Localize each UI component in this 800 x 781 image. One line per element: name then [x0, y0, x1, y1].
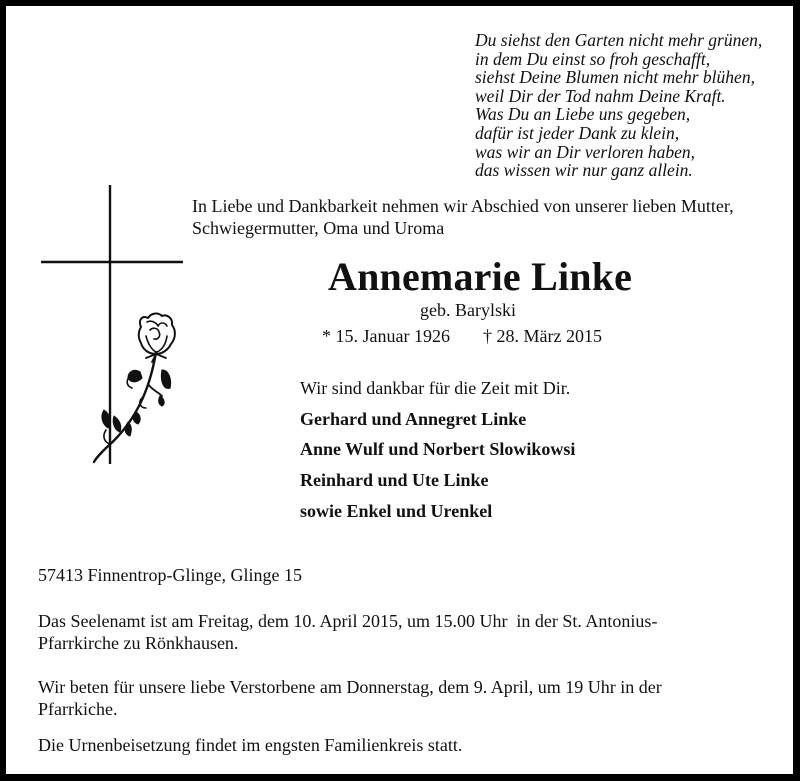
- poem-line: Du siehst den Garten nicht mehr grünen,: [475, 30, 763, 50]
- poem: [475, 31, 762, 180]
- birth-date: * 15. Januar 1926: [322, 326, 450, 346]
- requiem-info: [38, 611, 738, 654]
- poem-line: weil Dir der Tod nahm Deine Kraft.: [475, 85, 726, 106]
- poem-line: in dem Du einst so froh geschafft,: [475, 48, 711, 69]
- paragraph-line: Pfarrkirche zu Rönkhausen.: [38, 632, 239, 653]
- paragraph-line: Die Urnenbeisetzung findet im engsten Familienkreis statt.: [38, 735, 463, 755]
- death-date: † 28. März 2015: [482, 326, 602, 346]
- intro-line: Schwiegermutter, Oma und Uroma: [192, 217, 445, 238]
- poem-line: dafür ist jeder Dank zu klein,: [475, 122, 680, 143]
- cross-icon: [41, 185, 183, 464]
- family-member: Gerhard und Annegret Linke: [300, 408, 527, 429]
- paragraph-line: Pfarrkiche.: [38, 698, 118, 719]
- family-member: sowie Enkel und Urenkel: [300, 500, 493, 521]
- poem-line: das wissen wir nur ganz allein.: [475, 160, 693, 181]
- address: 57413 Finnentrop-Glinge, Glinge 15: [38, 565, 302, 585]
- deceased-name: Annemarie Linke: [328, 254, 633, 299]
- paragraph-line: Das Seelenamt ist am Freitag, dem 10. April 2015, um 15.00 Uhr in der St. Antonius-: [38, 611, 658, 631]
- prayer-info: [38, 677, 738, 720]
- family-block: [300, 373, 575, 527]
- poem-line: siehst Deine Blumen nicht mehr blühen,: [475, 67, 755, 88]
- poem-line: was wir an Dir verloren haben,: [475, 141, 696, 162]
- intro-line: In Liebe und Dankbarkeit nehmen wir Abschied von unserer lieben Mutter,: [192, 196, 734, 216]
- family-member: Reinhard und Ute Linke: [300, 470, 489, 491]
- thanks-line: Wir sind dankbar für die Zeit mit Dir.: [300, 378, 571, 398]
- rose-icon: [94, 314, 175, 462]
- burial-info: [38, 735, 738, 757]
- maiden-name: geb. Barylski: [420, 300, 516, 320]
- poem-line: Was Du an Liebe uns gegeben,: [475, 104, 691, 125]
- farewell-intro: [192, 196, 734, 239]
- paragraph-line: Wir beten für unsere liebe Verstorbene am Donnerstag, dem 9. April, um 19 Uhr in der: [38, 677, 662, 697]
- life-dates: [322, 325, 602, 347]
- family-member: Anne Wulf und Norbert Slowikowsi: [300, 439, 576, 460]
